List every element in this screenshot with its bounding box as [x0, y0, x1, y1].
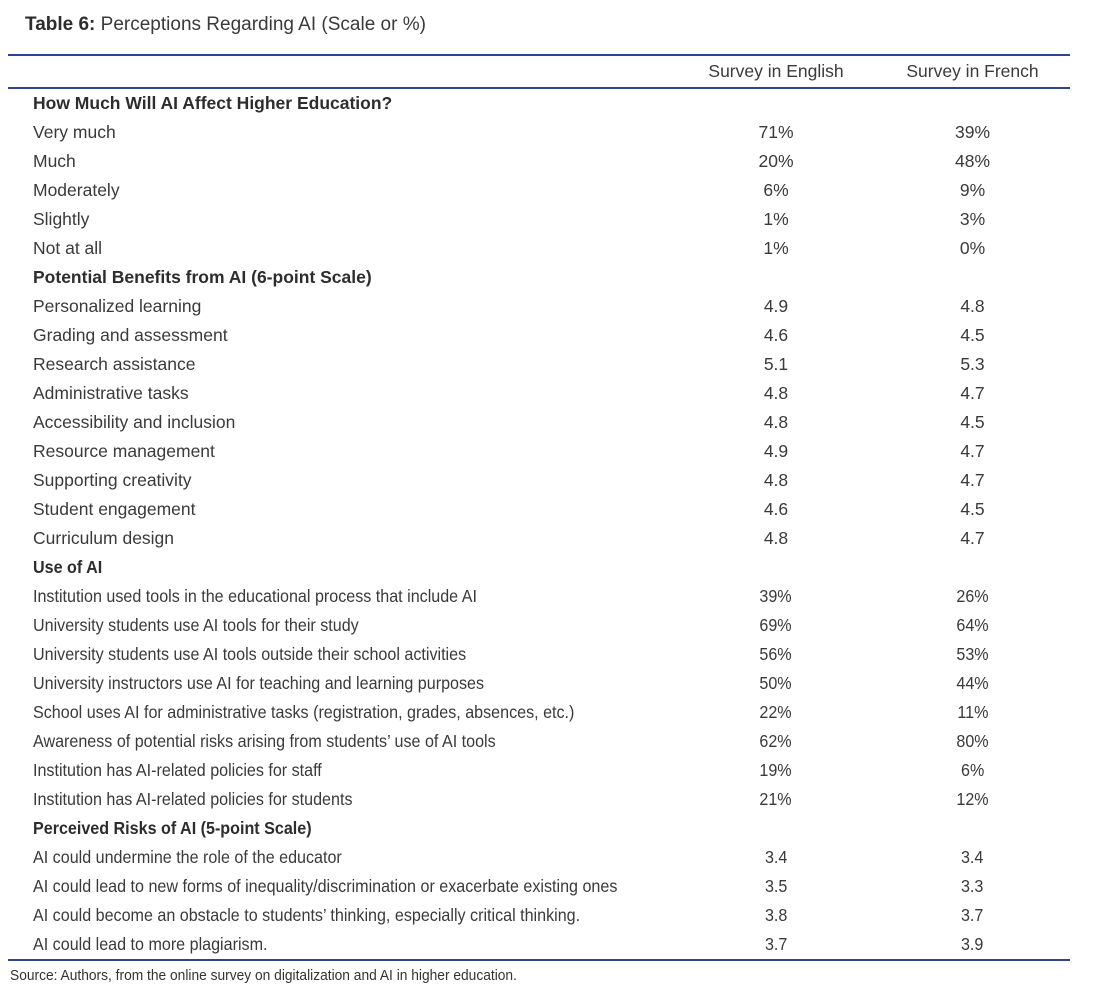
cell-text: 4.7: [960, 470, 985, 490]
row-label: [8, 495, 677, 524]
table-header-row: [8, 55, 1070, 88]
column-header-empty: [8, 55, 677, 88]
cell-text: 3.5: [764, 876, 788, 896]
cell-text: 1%: [763, 209, 789, 229]
row-label: [8, 408, 677, 437]
cell-text: 22%: [759, 702, 793, 722]
row-value-english: [677, 640, 875, 669]
cell-text: University instructors use AI for teaching and learning purposes: [33, 673, 485, 693]
row-value-french: [875, 379, 1070, 408]
table-row: [8, 466, 1070, 495]
row-value-english: [677, 321, 875, 350]
table-row: [8, 756, 1070, 785]
cell-text: 4.7: [960, 441, 985, 461]
cell-text: Institution has AI-related policies for students: [33, 789, 353, 809]
cell-text: 50%: [759, 673, 793, 693]
row-value-french: [875, 408, 1070, 437]
row-value-french: [875, 524, 1070, 553]
cell-text: Awareness of potential risks arising from students’ use of AI tools: [33, 731, 496, 751]
cell-text: 4.8: [763, 528, 789, 548]
row-value-english: [677, 611, 875, 640]
row-value-french: [875, 901, 1070, 930]
cell-text: University students use AI tools for their study: [33, 615, 359, 635]
cell-text: 4.8: [763, 412, 789, 432]
cell-text: 39%: [759, 586, 793, 606]
row-value-english: [677, 843, 875, 872]
cell-text: 3.7: [764, 934, 788, 954]
section-header: [8, 814, 1070, 843]
row-label: [8, 611, 677, 640]
row-label: [8, 466, 677, 495]
cell-text: How Much Will AI Affect Higher Education?: [33, 93, 393, 113]
table-row: [8, 930, 1070, 960]
row-value-french: [875, 698, 1070, 727]
row-label: [8, 437, 677, 466]
cell-text: 69%: [759, 615, 793, 635]
row-value-french: [875, 727, 1070, 756]
row-value-french: [875, 843, 1070, 872]
row-value-english: [677, 495, 875, 524]
cell-text: 21%: [759, 789, 793, 809]
cell-text: 64%: [956, 615, 989, 635]
data-table: [8, 54, 1070, 961]
cell-text: 20%: [758, 151, 794, 171]
row-value-english: [677, 408, 875, 437]
section-header-row: [8, 88, 1070, 118]
cell-text: 3%: [959, 209, 986, 229]
row-label: [8, 176, 677, 205]
cell-text: AI could lead to new forms of inequality/discrimination or exacerbate existing ones: [33, 876, 618, 896]
section-header-row: [8, 814, 1070, 843]
cell-text: Perceived Risks of AI (5-point Scale): [33, 818, 312, 838]
section-header-row: [8, 263, 1070, 292]
table-caption-text: Perceptions Regarding AI (Scale or %): [100, 14, 426, 35]
row-label: [8, 118, 677, 147]
row-value-french: [875, 234, 1070, 263]
row-value-english: [677, 524, 875, 553]
source-note: [10, 967, 1070, 986]
cell-text: AI could undermine the role of the educator: [33, 847, 342, 867]
row-label: [8, 524, 677, 553]
row-value-english: [677, 785, 875, 814]
cell-text: 26%: [956, 586, 989, 606]
cell-text: 3.4: [764, 847, 788, 867]
cell-text: 4.7: [960, 528, 985, 548]
row-value-french: [875, 611, 1070, 640]
cell-text: Administrative tasks: [33, 383, 189, 403]
row-value-french: [875, 582, 1070, 611]
table-caption-label: Table 6:: [25, 14, 96, 35]
row-value-french: [875, 785, 1070, 814]
cell-text: 4.7: [960, 383, 985, 403]
cell-text: 0%: [959, 238, 986, 258]
row-value-french: [875, 466, 1070, 495]
row-value-english: [677, 698, 875, 727]
cell-text: 48%: [954, 151, 991, 171]
cell-text: Use of AI: [33, 557, 103, 577]
table-body: [8, 88, 1070, 960]
cell-text: 44%: [956, 673, 989, 693]
cell-text: 3.3: [961, 876, 984, 896]
row-value-french: [875, 205, 1070, 234]
row-label: [8, 930, 677, 960]
cell-text: AI could become an obstacle to students’ thinking, especially critical thinking.: [33, 905, 581, 925]
row-value-french: [875, 321, 1070, 350]
cell-text: 4.8: [763, 470, 789, 490]
cell-text: 4.9: [763, 296, 789, 316]
cell-text: Supporting creativity: [33, 470, 192, 490]
row-value-english: [677, 292, 875, 321]
row-label: [8, 234, 677, 263]
cell-text: 4.6: [763, 325, 789, 345]
cell-text: 4.5: [960, 412, 985, 432]
table-row: [8, 321, 1070, 350]
row-value-english: [677, 582, 875, 611]
table-row: [8, 292, 1070, 321]
cell-text: 62%: [759, 731, 793, 751]
cell-text: 3.9: [961, 934, 984, 954]
cell-text: Moderately: [33, 180, 120, 200]
cell-text: School uses AI for administrative tasks (registration, grades, absences, etc.): [33, 702, 575, 722]
cell-text: University students use AI tools outside their school activities: [33, 644, 467, 664]
table-row: [8, 118, 1070, 147]
row-value-english: [677, 350, 875, 379]
cell-text: 71%: [758, 122, 794, 142]
table-row: [8, 698, 1070, 727]
cell-text: 53%: [956, 644, 989, 664]
table-row: [8, 872, 1070, 901]
row-label: [8, 872, 677, 901]
column-header-english: Survey in English: [677, 55, 875, 88]
cell-text: Accessibility and inclusion: [33, 412, 236, 432]
section-header-row: [8, 553, 1070, 582]
row-label: [8, 321, 677, 350]
cell-text: Personalized learning: [33, 296, 202, 316]
cell-text: 4.8: [960, 296, 985, 316]
row-value-english: [677, 727, 875, 756]
row-label: [8, 901, 677, 930]
cell-text: 1%: [763, 238, 789, 258]
cell-text: 56%: [759, 644, 793, 664]
row-label: [8, 379, 677, 408]
table-row: [8, 205, 1070, 234]
row-label: [8, 698, 677, 727]
table-row: [8, 147, 1070, 176]
page-title: [25, 12, 1070, 38]
row-value-english: [677, 901, 875, 930]
cell-text: 11%: [956, 702, 989, 722]
cell-text: Institution has AI-related policies for staff: [33, 760, 322, 780]
row-value-english: [677, 234, 875, 263]
table-row: [8, 611, 1070, 640]
table-row: [8, 901, 1070, 930]
row-label: [8, 727, 677, 756]
cell-text: 6%: [960, 760, 985, 780]
row-value-french: [875, 640, 1070, 669]
table-row: [8, 524, 1070, 553]
cell-text: Potential Benefits from AI (6-point Scale): [33, 267, 372, 287]
source-text: Source: Authors, from the online survey on digitalization and AI in higher education.: [10, 968, 517, 984]
row-value-french: [875, 176, 1070, 205]
cell-text: 4.9: [763, 441, 789, 461]
cell-text: Very much: [33, 122, 116, 142]
row-value-english: [677, 147, 875, 176]
cell-text: Not at all: [33, 238, 103, 258]
table-row: [8, 408, 1070, 437]
row-label: [8, 582, 677, 611]
cell-text: 80%: [956, 731, 989, 751]
row-value-english: [677, 872, 875, 901]
section-header: [8, 263, 1070, 292]
cell-text: 9%: [959, 180, 986, 200]
cell-text: Grading and assessment: [33, 325, 228, 345]
cell-text: Curriculum design: [33, 528, 175, 548]
row-value-french: [875, 350, 1070, 379]
row-label: [8, 147, 677, 176]
table-header: [8, 55, 1070, 88]
row-value-french: [875, 669, 1070, 698]
row-value-english: [677, 437, 875, 466]
cell-text: 4.6: [763, 499, 789, 519]
cell-text: 19%: [759, 760, 793, 780]
row-value-french: [875, 756, 1070, 785]
row-value-english: [677, 379, 875, 408]
cell-text: Student engagement: [33, 499, 196, 519]
table-row: [8, 582, 1070, 611]
row-value-french: [875, 872, 1070, 901]
row-label: [8, 756, 677, 785]
cell-text: Slightly: [33, 209, 90, 229]
table-row: [8, 350, 1070, 379]
row-value-french: [875, 495, 1070, 524]
table-row: [8, 843, 1070, 872]
row-label: [8, 640, 677, 669]
table-row: [8, 785, 1070, 814]
row-value-french: [875, 118, 1070, 147]
row-value-english: [677, 205, 875, 234]
table-row: [8, 640, 1070, 669]
cell-text: 39%: [954, 122, 991, 142]
cell-text: 5.3: [960, 354, 985, 374]
table-row: [8, 176, 1070, 205]
cell-text: 5.1: [763, 354, 789, 374]
table-row: [8, 669, 1070, 698]
row-label: [8, 843, 677, 872]
row-value-french: [875, 147, 1070, 176]
cell-text: AI could lead to more plagiarism.: [33, 934, 268, 954]
cell-text: Institution used tools in the educational process that include AI: [33, 586, 477, 606]
section-header: [8, 553, 1070, 582]
table-row: [8, 495, 1070, 524]
table-row: [8, 437, 1070, 466]
table-row: [8, 379, 1070, 408]
row-value-french: [875, 437, 1070, 466]
cell-text: 4.5: [960, 499, 985, 519]
row-label: [8, 785, 677, 814]
cell-text: 6%: [763, 180, 789, 200]
cell-text: 3.7: [961, 905, 984, 925]
row-label: [8, 205, 677, 234]
table-row: [8, 234, 1070, 263]
row-value-english: [677, 466, 875, 495]
table-row: [8, 727, 1070, 756]
cell-text: 12%: [956, 789, 989, 809]
cell-text: 3.4: [961, 847, 984, 867]
cell-text: Much: [33, 151, 76, 171]
row-label: [8, 669, 677, 698]
row-value-english: [677, 669, 875, 698]
row-label: [8, 350, 677, 379]
cell-text: 4.8: [763, 383, 789, 403]
row-value-english: [677, 756, 875, 785]
row-value-french: [875, 292, 1070, 321]
row-value-english: [677, 118, 875, 147]
row-value-english: [677, 930, 875, 960]
cell-text: 4.5: [960, 325, 985, 345]
cell-text: 3.8: [764, 905, 788, 925]
column-header-french: Survey in French: [875, 55, 1070, 88]
section-header: [8, 88, 1070, 118]
cell-text: Research assistance: [33, 354, 196, 374]
cell-text: Resource management: [33, 441, 215, 461]
row-label: [8, 292, 677, 321]
row-value-english: [677, 176, 875, 205]
row-value-french: [875, 930, 1070, 960]
